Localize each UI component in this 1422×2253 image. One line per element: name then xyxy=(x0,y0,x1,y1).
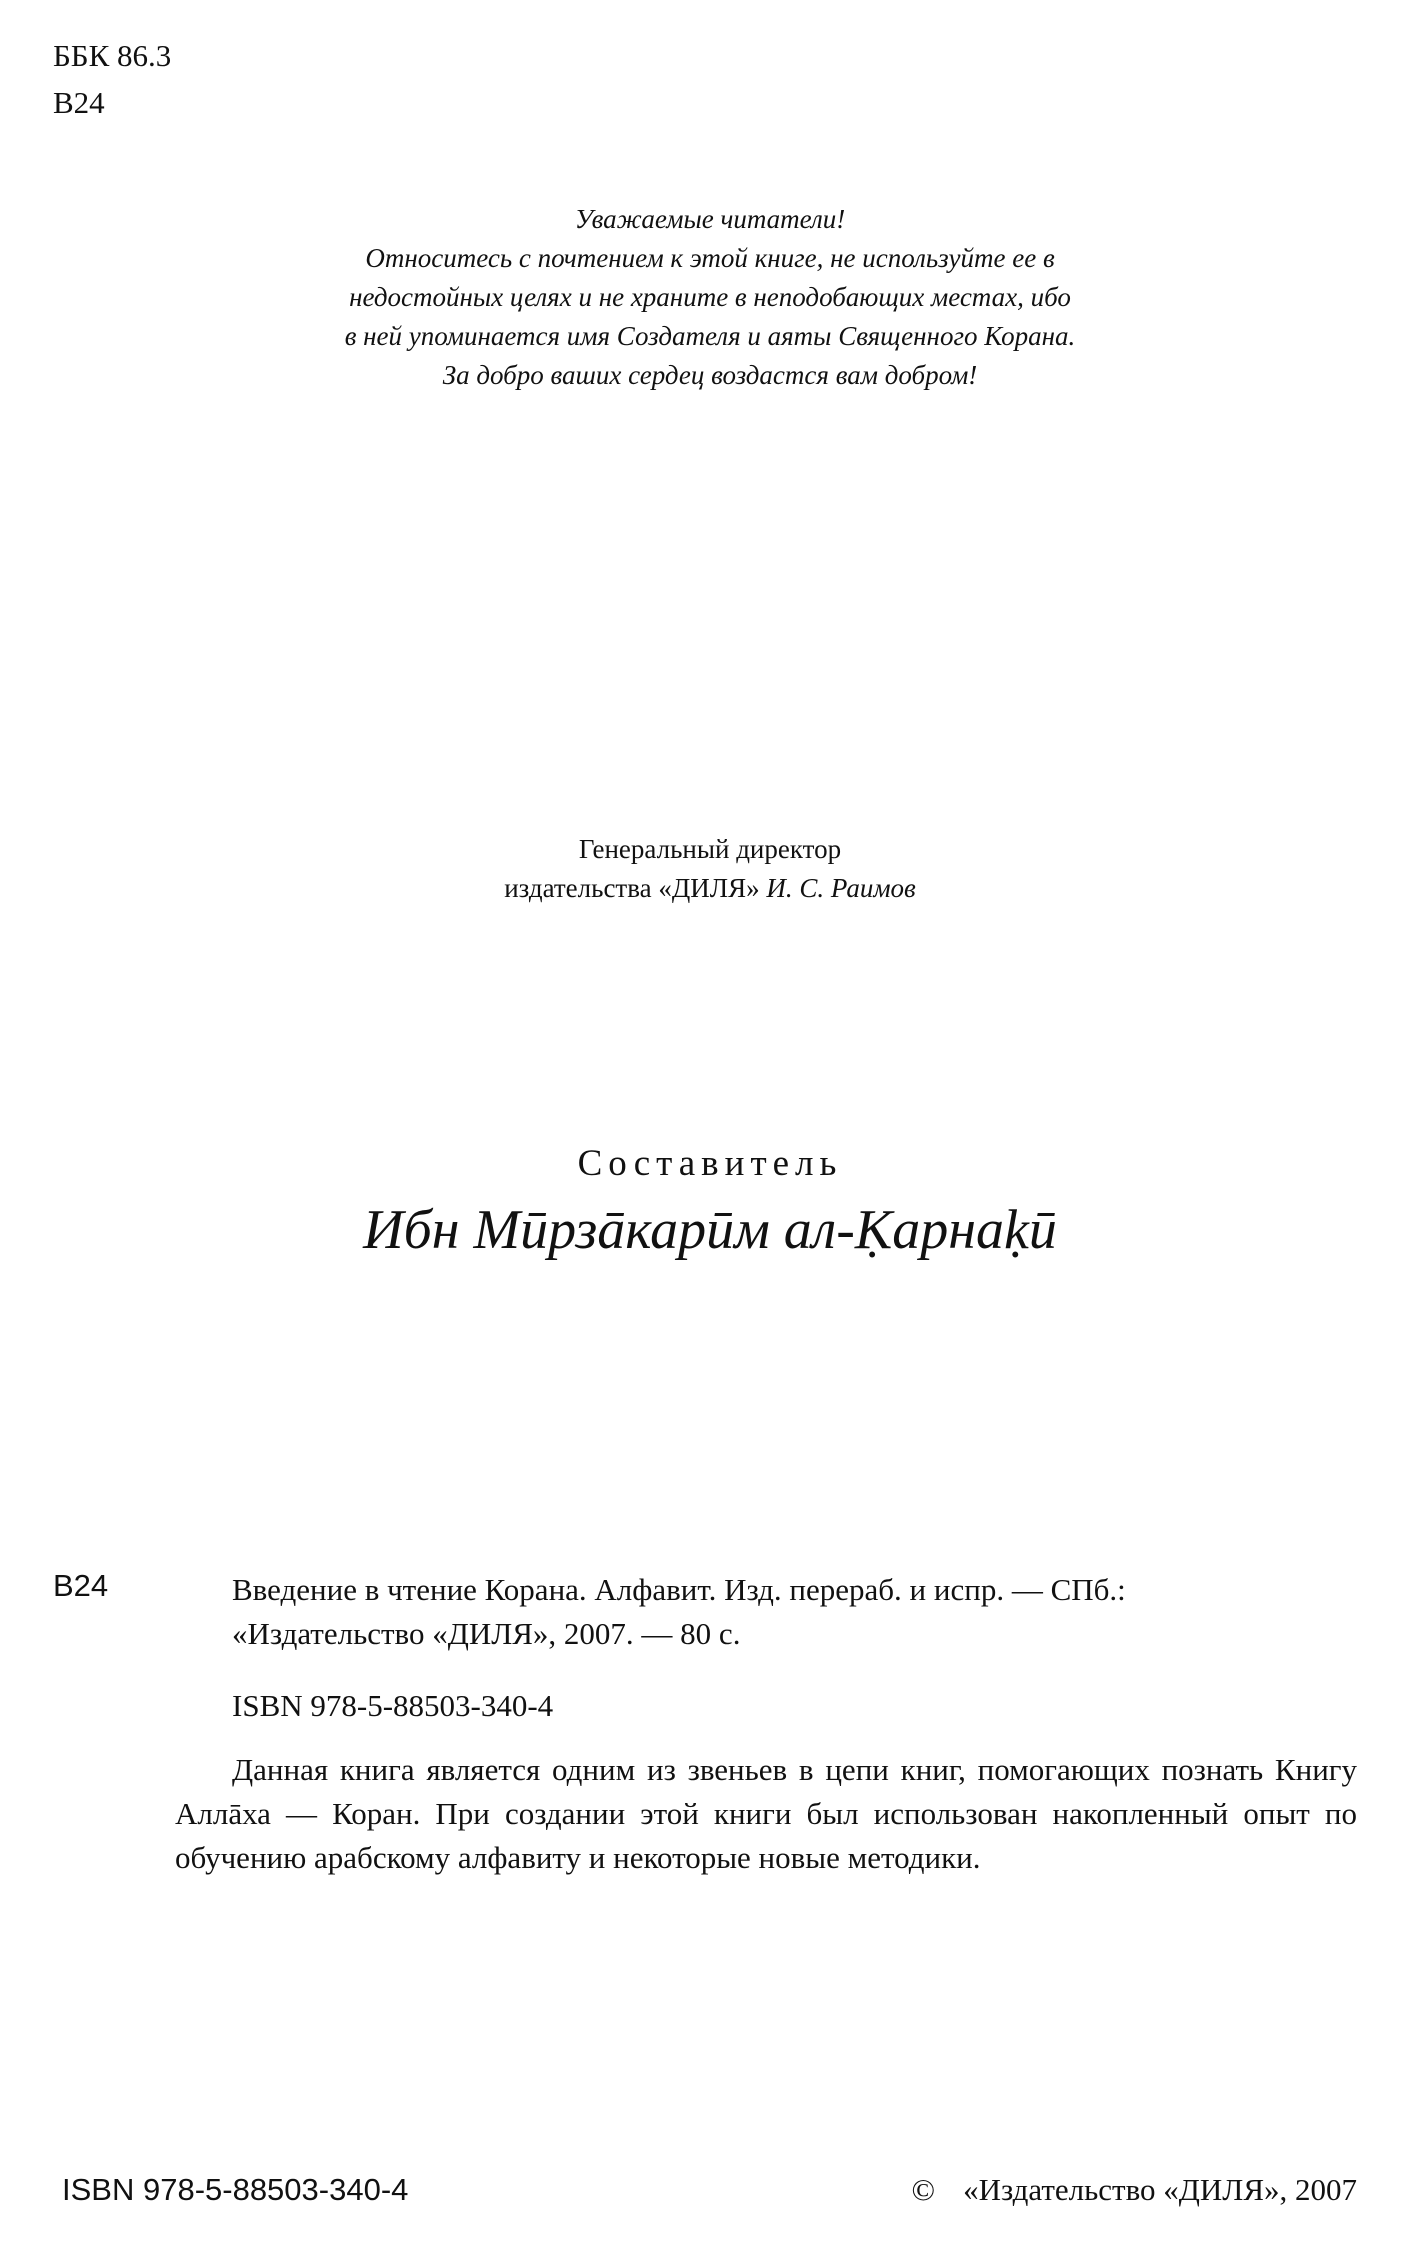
director-credit xyxy=(300,830,1120,908)
copyright-symbol: © xyxy=(911,2172,936,2207)
notice-line: недостойных целях и не храните в неподобающих местах, ибо xyxy=(349,282,1071,312)
bbk-code: ББК 86.3 xyxy=(53,38,172,73)
catalog-line-2: «Издательство «ДИЛЯ», 2007. — 80 с. xyxy=(232,1616,741,1651)
reader-notice xyxy=(230,200,1190,395)
footer-isbn: ISBN 978-5-88503-340-4 xyxy=(62,2172,409,2207)
book-abstract: Данная книга является одним из звеньев в цепи книг, помогающих познать Книгу Аллāха — Коран. При создании этой книги был использован накопленный опыт по обучению арабскому алфавиту и некоторые новые методики. xyxy=(175,1752,1357,1875)
catalog-isbn: ISBN 978-5-88503-340-4 xyxy=(232,1688,554,1723)
notice-line: Относитесь с почтением к этой книге, не используйте ее в xyxy=(365,243,1055,273)
notice-line: в ней упоминается имя Создателя и аяты Священного Корана. xyxy=(344,321,1076,351)
catalog-line-1: Введение в чтение Корана. Алфавит. Изд. перераб. и испр. — СПб.: xyxy=(232,1572,1126,1607)
publisher-name: издательства «ДИЛЯ» xyxy=(504,873,760,903)
notice-line: Уважаемые читатели! xyxy=(574,204,846,234)
director-line xyxy=(300,869,1120,908)
copyright-text: «Издательство «ДИЛЯ», 2007 xyxy=(963,2172,1357,2207)
compiler-name: Ибн Мӣрзāкарӣм ал-Ḳарнаḳӣ xyxy=(363,1199,1057,1261)
director-name: И. С. Раимов xyxy=(766,873,916,903)
compiler-label: Составитель xyxy=(577,1143,843,1184)
classification-block xyxy=(53,32,171,126)
director-title: Генеральный директор xyxy=(578,834,842,864)
footer-copyright xyxy=(800,2172,1357,2208)
author-mark: В24 xyxy=(53,85,105,120)
catalog-entry xyxy=(232,1568,1357,1728)
catalog-code: В24 xyxy=(53,1568,109,1603)
notice-line: За добро ваших сердец воздастся вам добром! xyxy=(442,360,978,390)
